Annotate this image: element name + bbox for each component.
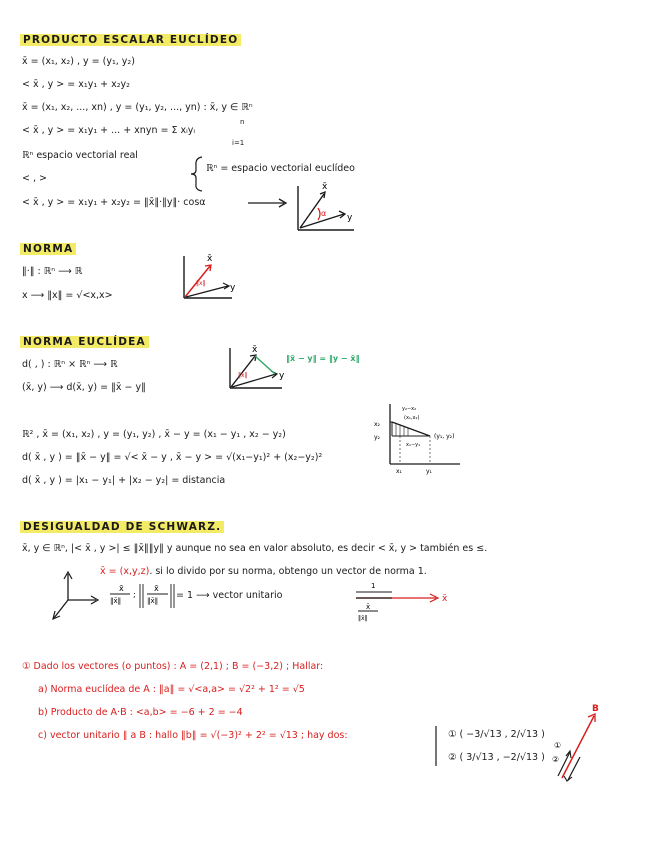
exercise-part-a-label <box>38 683 305 696</box>
g-label-p2: (y₁, y₂) <box>434 433 455 440</box>
sum-lower-limit: i=1 <box>232 139 245 147</box>
frac-num-b: x̄ <box>154 584 159 593</box>
section-title-norma-euclidea: NORMA EUCLÍDEA <box>20 336 149 348</box>
section-title-producto-escalar: PRODUCTO ESCALAR EUCLÍDEO <box>20 34 241 46</box>
frac-den-b: ‖x̄‖ <box>147 597 159 605</box>
fig-label-norm: ‖x‖ <box>196 280 206 287</box>
line-distance-def: (x̄, y) ⟶ d(x̄, y) = ‖x̄ − y‖ <box>22 382 146 393</box>
exercise-part-b-label <box>38 706 243 719</box>
frac-num-c: x̄ <box>366 603 371 611</box>
one-label: 1 <box>371 582 376 590</box>
g-label-top: y₂−x₂ <box>402 406 417 412</box>
xbar-label: x̄ <box>442 594 448 604</box>
line-unit-vector-label: = 1 ⟶ vector unitario <box>176 590 283 601</box>
fig-label-alpha: α <box>321 209 327 218</box>
sum-upper-limit: n <box>240 118 245 126</box>
fig-label-x: x̄ <box>207 254 213 264</box>
g-label-x1: x₁ <box>396 468 402 475</box>
frac-den-c: ‖x̄‖ <box>358 615 368 622</box>
exercise-statement: ① Dado los vectores (o puntos) : A = (2,1) ; B = (−3,2) ; Hallar: <box>22 661 324 672</box>
unit-vs-vector-figure <box>356 580 456 624</box>
exercise-part-b: b) Producto de A·B : <a,b> = −6 + 2 = −4 <box>38 707 243 718</box>
line-unit-vector-rest: . si lo divido por su norma, obtengo un vector de norma 1. <box>149 566 427 577</box>
line-dot-product-cos: < x̄ , y > = x₁y₁ + x₂y₂ = ‖x̄‖·‖y‖· cosα <box>22 197 206 208</box>
red-vector-xyz: x̄ = (x,y,z) <box>100 566 150 577</box>
line-norm-map: ‖·‖ : ℝⁿ ⟶ ℝ <box>22 266 83 277</box>
curly-brace <box>190 156 204 192</box>
line-distance-map: d( , ) : ℝⁿ × ℝⁿ ⟶ ℝ <box>22 359 118 370</box>
line-vectors-rn: x̄ = (x₁, x₂, ..., xn) , y = (y₁, y₂, ..., yn) : x̄, y ∈ ℝⁿ <box>22 102 253 113</box>
three-axes-figure <box>52 570 102 624</box>
fig-label-x: x̄ <box>322 182 328 192</box>
line-unit-vector-intro <box>100 565 427 578</box>
frac-den-a: ‖x̄‖ <box>110 597 122 605</box>
fig-label-norm: ‖x‖ <box>238 372 248 379</box>
fig-label-b: B <box>592 704 599 714</box>
svg-text:;: ; <box>133 590 136 599</box>
section-title-schwarz: DESIGUALDAD DE SCHWARZ. <box>20 521 224 533</box>
options-bracket <box>432 724 442 768</box>
line-inner-product-symbol: < , > <box>22 173 47 184</box>
fig-label-1: ① <box>554 741 562 750</box>
distance-figure <box>224 344 288 394</box>
g-label-y1: y₁ <box>426 468 432 475</box>
fig-label-2: ② <box>552 755 560 764</box>
line-distance-sqrt: d( x̄ , y ) = ‖x̄ − y‖ = √< x̄ − y , x̄ − y > = √(x₁−y₁)² + (x₂−y₂)² <box>22 452 323 463</box>
line-espacio-vectorial: ℝⁿ espacio vectorial real <box>22 150 138 161</box>
line-espacio-euclideo: ℝⁿ = espacio vectorial euclídeo <box>206 163 355 174</box>
line-r2-vectors-diff: ℝ² , x̄ = (x₁, x₂) , y = (y₁, y₂) , x̄ − y = (x₁ − y₁ , x₂ − y₂) <box>22 429 286 440</box>
exercise-part-c: c) vector unitario ∥ a B : hallo ‖b‖ = √(−3)² + 2² = √13 ; hay dos: <box>38 730 348 741</box>
line-schwarz-inequality: x̄, y ∈ ℝⁿ, |< x̄ , y >| ≤ ‖x̄‖‖y‖ y aunque no sea en valor absoluto, es decir < x̄, y > también es ≤. <box>22 543 488 554</box>
long-arrow <box>248 199 288 207</box>
line-distance-manhattan: d( x̄ , y ) = |x₁ − y₁| + |x₂ − y₂| = distancia <box>22 475 226 486</box>
fig-label-y: y <box>230 283 236 293</box>
green-distance-equality: ‖x̄ − y‖ = ‖y − x̄‖ <box>286 354 360 363</box>
g-label-p1: (x₁,x₂) <box>404 415 420 421</box>
norm-figure <box>178 252 240 304</box>
exercise-part-a: a) Norma euclídea de A : ‖a‖ = √<a,a> = √2² + 1² = √5 <box>38 684 305 695</box>
g-label-mid: x₁−y₁ <box>406 442 421 448</box>
g-label-y2: y₂ <box>374 434 380 441</box>
angle-figure <box>292 180 362 235</box>
fig-label-y: y <box>347 213 353 223</box>
line-norm-def: x ⟶ ‖x‖ = √<x,x> <box>22 290 113 301</box>
g-label-x2: x₂ <box>374 421 380 428</box>
line-dot-product-r2: < x̄ , y > = x₁y₁ + x₂y₂ <box>22 79 130 90</box>
line-vectors-r2: x̄ = (x₁, x₂) , y = (y₁, y₂) <box>22 56 135 67</box>
frac-num-a: x̄ <box>119 584 124 593</box>
fig-label-y: y <box>279 371 285 381</box>
fig-label-x: x̄ <box>252 345 258 355</box>
unit-vector-option-2: ② ( 3/√13 , −2/√13 ) <box>448 752 545 763</box>
coordinate-distance-figure <box>368 402 478 476</box>
exercise-figure <box>552 702 612 786</box>
unit-vector-option-1: ① ( −3/√13 , 2/√13 ) <box>448 729 545 740</box>
section-title-norma: NORMA <box>20 243 76 255</box>
line-dot-product-rn: < x̄ , y > = x₁y₁ + ... + xnyn = Σ xᵢyᵢ <box>22 125 196 136</box>
